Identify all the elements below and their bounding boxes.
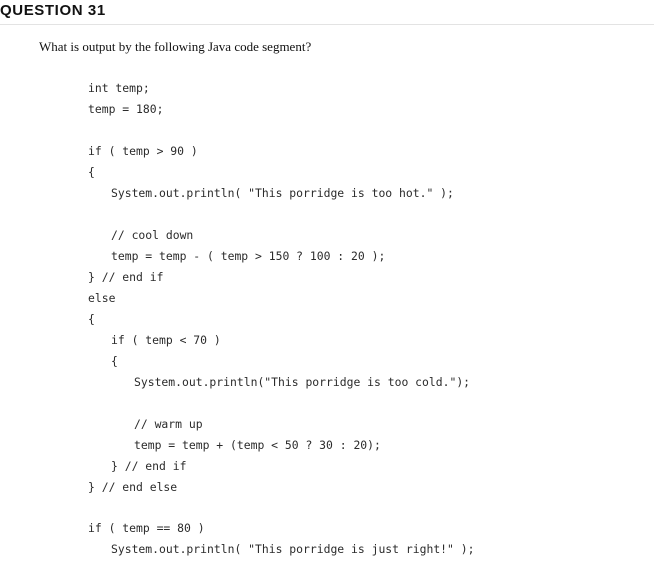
code-line: { bbox=[88, 312, 95, 326]
code-line: else bbox=[88, 291, 116, 305]
code-line: // warm up bbox=[134, 417, 203, 431]
code-line: { bbox=[88, 165, 95, 179]
code-line: System.out.println( "This porridge is too hot." ); bbox=[111, 186, 454, 200]
code-line: { bbox=[111, 354, 118, 368]
code-line: temp = 180; bbox=[88, 102, 164, 116]
code-line: // cool down bbox=[111, 228, 194, 242]
code-line: if ( temp < 70 ) bbox=[111, 333, 221, 347]
question-title: QUESTION 31 bbox=[0, 2, 106, 19]
code-line: System.out.println( "This porridge is just right!" ); bbox=[111, 542, 475, 556]
code-line: } // end else bbox=[88, 480, 178, 494]
code-line: } // end if bbox=[111, 459, 187, 473]
header-divider bbox=[0, 24, 654, 25]
code-line: System.out.println("This porridge is too cold."); bbox=[134, 375, 471, 389]
code-line: int temp; bbox=[88, 81, 150, 95]
code-line: } // end if bbox=[88, 270, 164, 284]
code-line: temp = temp + (temp < 50 ? 30 : 20); bbox=[134, 438, 381, 452]
code-line: if ( temp == 80 ) bbox=[88, 521, 205, 535]
code-line: if ( temp > 90 ) bbox=[88, 144, 198, 158]
question-prompt: What is output by the following Java code segment? bbox=[39, 39, 312, 54]
code-line: temp = temp - ( temp > 150 ? 100 : 20 ); bbox=[111, 249, 386, 263]
